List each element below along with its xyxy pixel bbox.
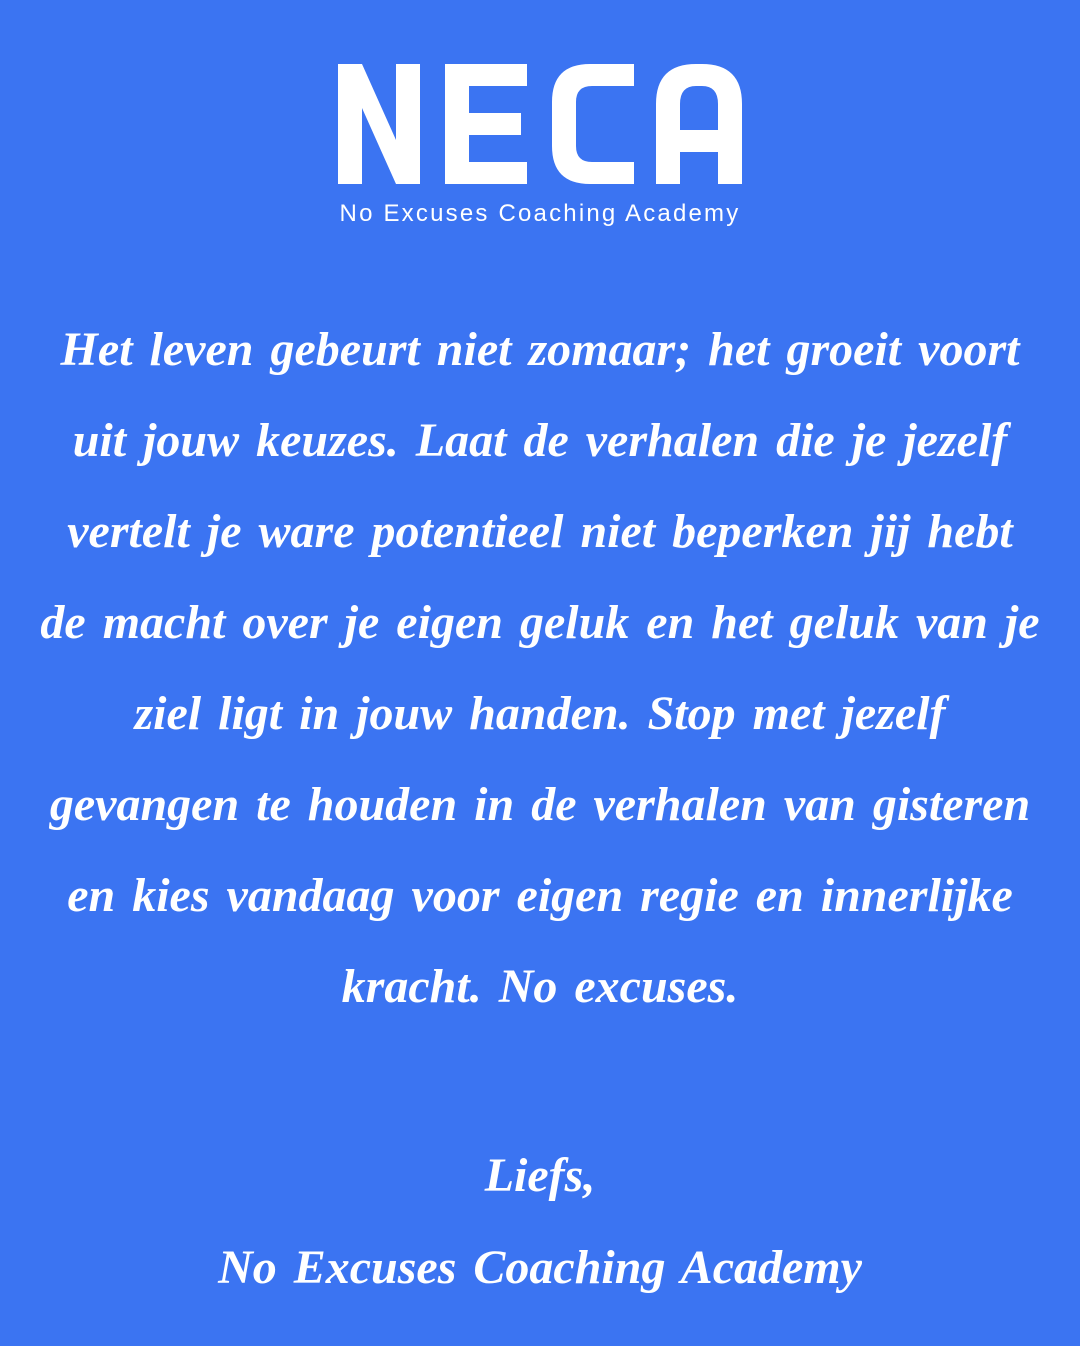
quote-line: vertelt je ware potentieel niet beperken jij hebt [67, 505, 1013, 558]
neca-logo-icon [338, 64, 742, 184]
bottom-strip [0, 1346, 1080, 1350]
quote-line: de macht over je eigen geluk en het geluk van je [40, 596, 1040, 649]
quote-line: uit jouw keuzes. Laat de verhalen die je jezelf [72, 414, 1008, 467]
logo-subtitle: No Excuses Coaching Academy [339, 200, 741, 227]
quote-line: ziel ligt in jouw handen. Stop met jezelf [134, 687, 946, 740]
signature-block [0, 1130, 1080, 1314]
logo-letter-n [338, 64, 420, 184]
signature-closing: Liefs, [484, 1149, 596, 1202]
quote-line: en kies vandaag voor eigen regie en innerlijke [67, 869, 1013, 922]
logo-letter-a [656, 64, 742, 184]
quote-line: kracht. No excuses. [341, 960, 739, 1013]
signature-name: No Excuses Coaching Academy [218, 1241, 862, 1294]
quote-line: gevangen te houden in de verhalen van gisteren [49, 778, 1031, 831]
logo [0, 0, 1080, 228]
logo-letter-e [445, 64, 527, 184]
logo-letter-c [552, 64, 634, 184]
quote-line: Het leven gebeurt niet zomaar; het groeit voort [60, 323, 1020, 376]
quote-text [0, 304, 1080, 1032]
